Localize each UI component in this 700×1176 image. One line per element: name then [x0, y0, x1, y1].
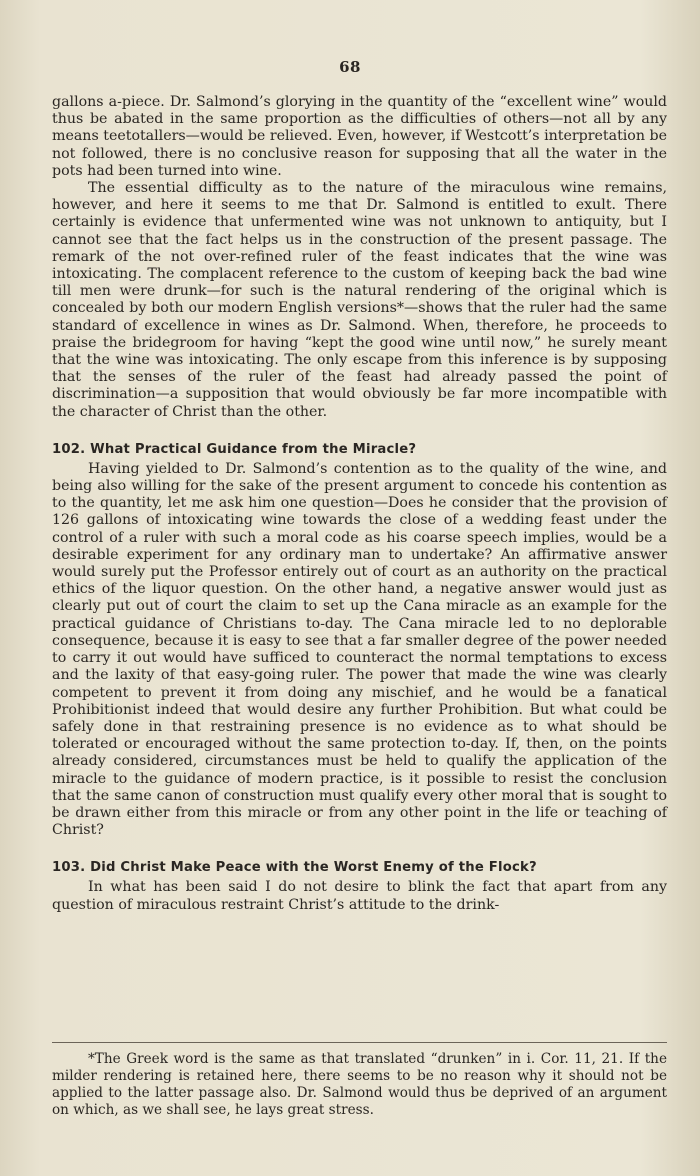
page-number: 68	[339, 58, 361, 76]
paragraph-continued: gallons a-piece. Dr. Salmond’s glorying in the quantity of the “excellent wine” would thus be abated in the same proportion as the difficulties of others—not all by any means teetotallers—would be relieved. Even, however, if Westcott’s interpretation be not followed, there is no conclusive reason for supposing that all the water in the pots had been turned into wine.	[52, 94, 667, 179]
section-102-text: Having yielded to Dr. Salmond’s contention as to the quality of the wine, and being also willing for the sake of the present argument to concede his contention as to the quantity, let me ask him one question—Does he consider that the provision of 126 gallons of intoxicating wine towards the close of a wedding feast under the control of a ruler with such a moral code as his coarse speech implies, would be a desirable experiment for any ordinary man to undertake? An affirmative answer would surely put the Professor entirely out of court as an authority on the practical ethics of the liquor question. On the other hand, a negative answer would just as clearly put out of court the claim to set up the Cana miracle as an example for the practical guidance of Christians to-day. The Cana miracle led to no deplorable consequence, because it is easy to see that a far smaller degree of the power needed to carry it out would have sufficed to counteract the normal temptations to excess and the laxity of that easy-going ruler. The power that made the wine was clearly competent to prevent it from doing any mischief, and he would be a fanatical Prohibitionist indeed that would desire any further Prohibition. But what could be safely done in that restraining presence is no evidence as to what should be tolerated or encouraged without the same protection to-day. If, then, on the points already considered, circumstances must be held to qualify the application of the miracle to the guidance of modern practice, is it possible to resist the conclusion that the same canon of construction must qualify every other moral that is sought to be drawn either from this miracle or from any other point in the life or teaching of Christ?	[52, 460, 667, 839]
main-text	[52, 94, 667, 914]
footnote-divider	[52, 1042, 667, 1043]
footnote	[52, 1051, 667, 1119]
paragraph-essential-difficulty: The essential difficulty as to the nature of the miraculous wine remains, however, and here it seems to me that Dr. Salmond is entitled to exult. There certainly is evidence that unfermented wine was not unknown to antiquity, but I cannot see that the fact helps us in the construction of the present passage. The remark of the not over-refined ruler of the feast indicates that the wine was intoxicating. The complacent reference to the custom of keeping back the bad wine till men were drunk—for such is the natural rendering of the original which is concealed by both our modern English versions*—shows that the ruler had the same standard of excellence in wines as Dr. Salmond. When, therefore, he proceeds to praise the bridegroom for having “kept the good wine until now,” he surely meant that the wine was intoxicating. The only escape from this inference is by supposing that the senses of the ruler of the feast had already passed the point of discrimination—a supposition that would obviously be far more incompatible with the character of Christ than the other.	[52, 180, 667, 420]
section-102-heading: 102. What Practical Guidance from the Miracle?	[52, 441, 417, 457]
section-103-text: In what has been said I do not desire to blink the fact that apart from any question of miraculous restraint Christ’s attitude to the drink-	[52, 879, 667, 913]
section-103-heading: 103. Did Christ Make Peace with the Worst Enemy of the Flock?	[52, 860, 537, 876]
footnote-text: *The Greek word is the same as that translated “drunken” in i. Cor. 11, 21. If the milder rendering is retained here, there seems to be no reason why it should not be applied to the latter passage also. Dr. Salmond would thus be deprived of an argument on which, as we shall see, he lays great stress.	[52, 1051, 667, 1118]
